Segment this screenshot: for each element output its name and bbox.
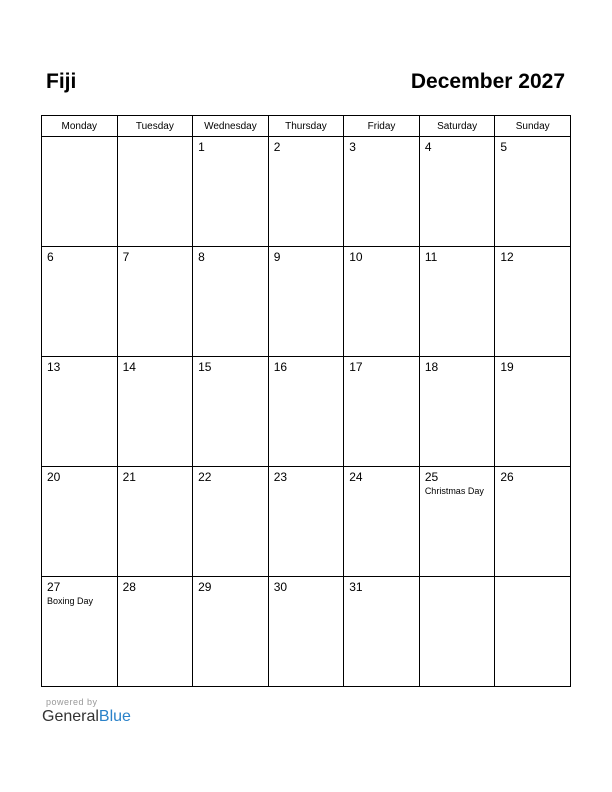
brand-part-general: General — [42, 708, 99, 725]
day-cell — [117, 247, 193, 357]
day-number: 11 — [424, 250, 438, 264]
day-cell — [193, 577, 269, 687]
day-cell — [268, 467, 344, 577]
day-number: 10 — [349, 250, 363, 264]
day-cell — [344, 137, 420, 247]
day-number: 1 — [198, 140, 205, 154]
day-cell — [344, 467, 420, 577]
day-cell — [495, 247, 571, 357]
country-title: Fiji — [46, 70, 77, 93]
weekday-header: Thursday — [268, 116, 344, 137]
footer-branding — [42, 697, 131, 726]
day-cell — [419, 577, 495, 687]
day-number: 13 — [47, 360, 61, 374]
day-number: 25 — [424, 470, 439, 484]
day-number: 21 — [122, 470, 136, 484]
weekday-header: Friday — [344, 116, 420, 137]
day-number: 6 — [47, 250, 54, 264]
day-cell — [268, 577, 344, 687]
day-cell — [117, 357, 193, 467]
day-number: 29 — [198, 580, 212, 594]
holiday-label: Christmas Day — [424, 486, 484, 496]
day-number: 19 — [500, 360, 514, 374]
generalblue-logo[interactable] — [42, 708, 131, 726]
day-cell — [495, 137, 571, 247]
day-cell — [117, 577, 193, 687]
day-number: 31 — [349, 580, 363, 594]
week-row — [42, 357, 571, 467]
day-number: 22 — [198, 470, 212, 484]
powered-by-text: powered by — [46, 697, 98, 707]
day-cell — [193, 137, 269, 247]
day-number: 26 — [500, 470, 514, 484]
day-number: 14 — [122, 360, 136, 374]
week-row — [42, 247, 571, 357]
brand-part-blue: Blue — [98, 708, 131, 725]
day-cell — [42, 247, 118, 357]
weekday-header-row — [42, 116, 571, 137]
day-cell — [193, 247, 269, 357]
day-number: 4 — [424, 140, 432, 154]
day-cell — [495, 577, 571, 687]
day-number: 20 — [47, 470, 61, 484]
day-cell — [117, 467, 193, 577]
day-cell — [344, 357, 420, 467]
day-number: 15 — [198, 360, 212, 374]
day-number: 24 — [349, 470, 363, 484]
day-number: 27 — [47, 580, 61, 594]
day-cell — [268, 247, 344, 357]
day-number: 18 — [424, 360, 439, 374]
day-number: 9 — [273, 250, 281, 264]
weekday-header: Wednesday — [193, 116, 269, 137]
week-row — [42, 467, 571, 577]
week-row — [42, 137, 571, 247]
day-number: 5 — [500, 140, 508, 154]
day-cell — [42, 577, 118, 687]
day-number: 17 — [349, 360, 363, 374]
day-cell — [42, 467, 118, 577]
day-cell — [419, 247, 495, 357]
day-cell — [268, 357, 344, 467]
day-number: 8 — [198, 250, 205, 264]
day-number: 16 — [273, 360, 288, 374]
day-number: 30 — [273, 580, 288, 594]
day-cell — [117, 137, 193, 247]
day-cell — [193, 357, 269, 467]
day-cell — [344, 247, 420, 357]
day-cell — [419, 357, 495, 467]
day-cell — [42, 357, 118, 467]
day-number: 28 — [122, 580, 136, 594]
day-cell — [268, 137, 344, 247]
month-year-title: December 2027 — [410, 70, 565, 93]
day-cell — [42, 137, 118, 247]
holiday-label: Boxing Day — [47, 596, 94, 606]
day-cell — [193, 467, 269, 577]
day-number: 2 — [273, 140, 281, 154]
day-cell — [495, 357, 571, 467]
weekday-header: Saturday — [419, 116, 495, 137]
day-cell — [419, 467, 495, 577]
weekday-header: Tuesday — [117, 116, 193, 137]
day-cell — [495, 467, 571, 577]
day-number: 7 — [122, 250, 130, 264]
day-number: 23 — [273, 470, 288, 484]
weekday-header: Monday — [42, 116, 118, 137]
day-cell — [419, 137, 495, 247]
day-number: 12 — [500, 250, 514, 264]
calendar-grid — [41, 115, 571, 687]
weekday-header: Sunday — [495, 116, 571, 137]
day-number: 3 — [349, 140, 356, 154]
week-row — [42, 577, 571, 687]
day-cell — [344, 577, 420, 687]
